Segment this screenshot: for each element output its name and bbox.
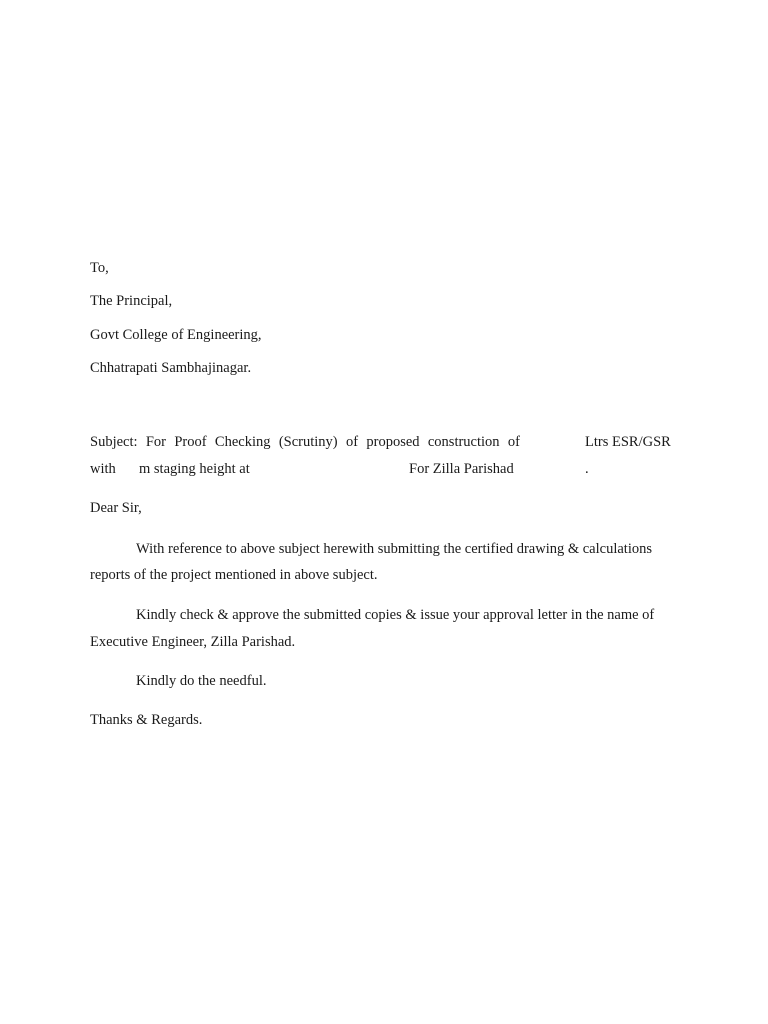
subject-word: Subject: — [90, 434, 138, 450]
subject-word: Checking — [214, 434, 271, 450]
paragraph-1-line-1: With reference to above subject herewith submitting the certified drawing & calculations — [136, 541, 652, 557]
address-line-2: Govt College of Engineering, — [90, 327, 262, 343]
subject-zilla-parishad: For Zilla Parishad — [409, 461, 514, 477]
subject-word: (Scrutiny) — [278, 434, 338, 450]
paragraph-3: Kindly do the needful. — [136, 673, 267, 689]
paragraph-2-line-2: Executive Engineer, Zilla Parishad. — [90, 634, 296, 650]
subject-word: construction — [427, 434, 500, 450]
paragraph-1-line-2: reports of the project mentioned in above subject. — [90, 567, 378, 583]
subject-staging-height: m staging height at — [139, 461, 250, 477]
salutation: Dear Sir, — [90, 500, 142, 516]
subject-word: of — [345, 434, 359, 450]
subject-line-1-end: Ltrs ESR/GSR — [585, 434, 671, 450]
address-line-1: The Principal, — [90, 293, 173, 309]
subject-end-period: . — [585, 461, 589, 477]
subject-word: Proof — [174, 434, 207, 450]
subject-word: proposed — [366, 434, 420, 450]
paragraph-2-line-1: Kindly check & approve the submitted copies & issue your approval letter in the name of — [136, 607, 655, 623]
subject-word: of — [507, 434, 520, 450]
subject-word: For — [145, 434, 167, 450]
closing: Thanks & Regards. — [90, 712, 203, 728]
subject-line-1 — [90, 434, 520, 451]
address-line-3: Chhatrapati Sambhajinagar. — [90, 360, 252, 376]
address-to: To, — [90, 260, 109, 276]
subject-with: with — [90, 461, 116, 477]
